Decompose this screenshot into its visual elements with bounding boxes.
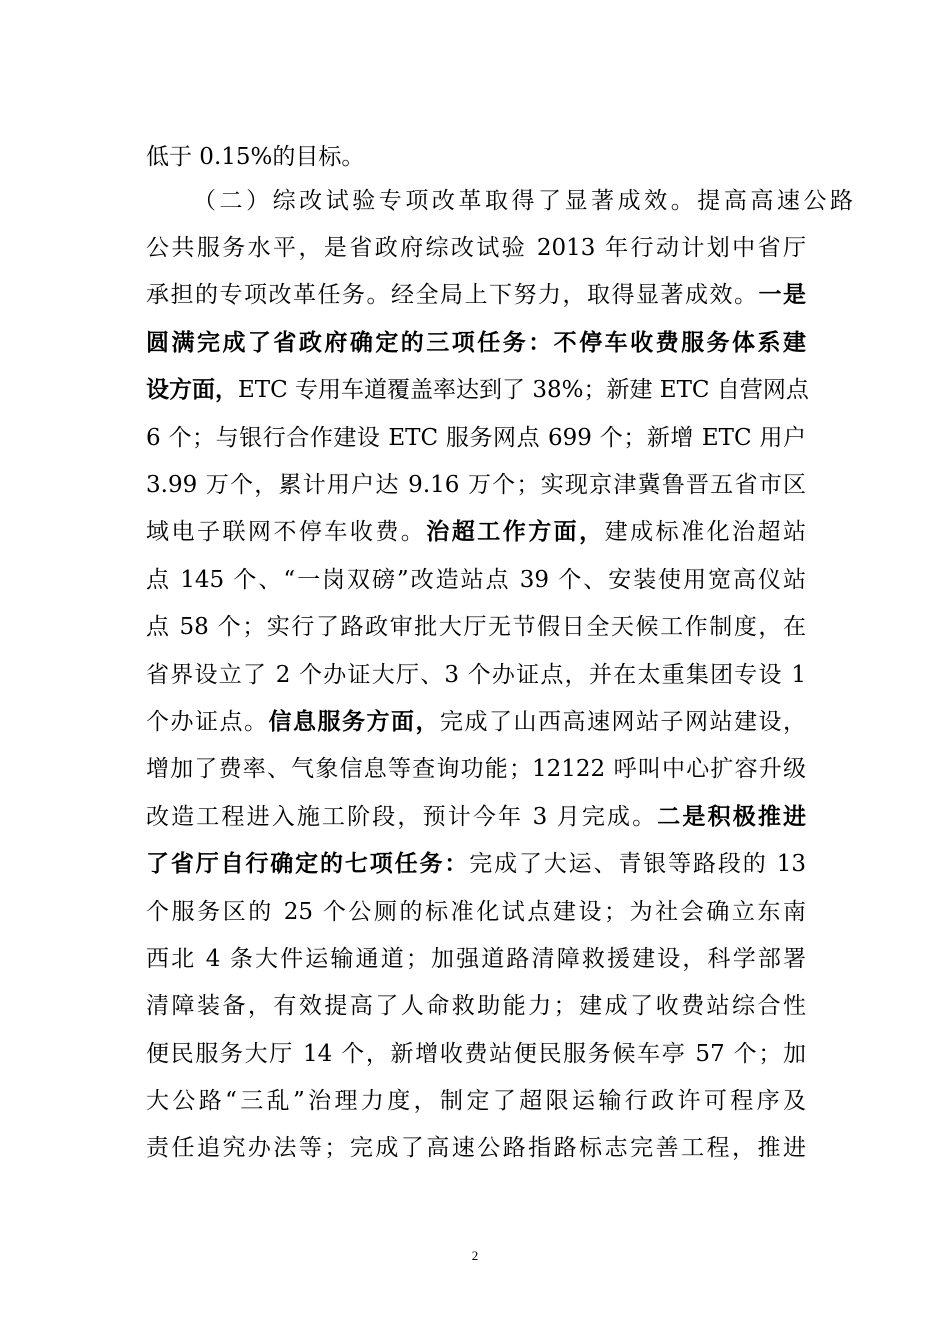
text-line	[146, 137, 364, 177]
text-segment: 省界设立了 2 个办证大厅、3 个办证点，并在太重集团专设 1	[146, 662, 806, 688]
text-line	[146, 844, 806, 884]
text-line	[146, 465, 806, 505]
text-line	[146, 797, 806, 837]
text-segment: （二）综改试验专项改革取得了显著成效。提高高速公路	[193, 188, 853, 214]
text-segment: 低于 0.15%的目标。	[146, 144, 365, 170]
text-segment: 增加了费率、气象信息等查询功能；12122 呼叫中心扩容升级	[146, 756, 806, 782]
text-segment: 点 58 个；实行了路政审批大厅无节假日全天候工作制度，在	[146, 614, 806, 640]
bold-text-segment: 了省厅自行确定的七项任务：	[146, 850, 470, 877]
text-segment: 建成标准化治超站	[604, 519, 807, 545]
text-line	[146, 749, 806, 789]
text-segment: 清障装备，有效提高了人命救助能力；建成了收费站综合性	[146, 993, 806, 1019]
text-segment: 西北 4 条大件运输通道；加强道路清障救援建设，科学部署	[146, 946, 806, 972]
text-segment: 公共服务水平，是省政府综改试验 2013 年行动计划中省厅	[146, 235, 806, 261]
text-line	[146, 939, 806, 979]
text-line	[146, 1081, 806, 1121]
bold-text-segment: 治超工作方面，	[426, 518, 605, 545]
text-segment: 个办证点。	[146, 709, 269, 735]
text-line	[146, 228, 806, 268]
text-line	[146, 892, 806, 932]
text-segment: 责任追究办法等；完成了高速公路指路标志完善工程，推进	[146, 1135, 806, 1161]
text-segment: ETC 专用车道覆盖率达到了 38%；新建 ETC 自营网点	[238, 377, 809, 403]
text-line	[193, 181, 853, 221]
text-segment: 便民服务大厅 14 个，新增收费站便民服务候车亭 57 个；加	[146, 1041, 806, 1067]
text-segment: 域电子联网不停车收费。	[146, 519, 427, 545]
text-segment: 3.99 万个，累计用户达 9.16 万个；实现京津冀鲁晋五省市区	[146, 472, 806, 498]
page-number: 2	[471, 1248, 479, 1263]
text-segment: 6 个；与银行合作建设 ETC 服务网点 699 个；新增 ETC 用户	[146, 425, 806, 451]
text-line	[146, 370, 809, 410]
bold-text-segment: 一是	[758, 281, 806, 308]
text-line	[146, 986, 806, 1026]
text-line	[146, 512, 806, 552]
text-line	[146, 418, 806, 458]
text-line	[146, 560, 806, 600]
text-segment: 个服务区的 25 个公厕的标准化试点建设；为社会确立东南	[146, 899, 806, 925]
text-segment: 改造工程进入施工阶段，预计今年 3 月完成。	[146, 804, 658, 830]
bold-text-segment: 二是积极推进	[657, 803, 806, 830]
text-line	[146, 1128, 806, 1168]
text-segment: 点 145 个、“一岗双磅”改造站点 39 个、安装使用宽高仪站	[146, 567, 806, 593]
text-segment: 承担的专项改革任务。经全局上下努力，取得显著成效。	[146, 282, 759, 308]
bold-text-segment: 设方面，	[146, 376, 238, 403]
text-line	[146, 1034, 806, 1074]
bold-text-segment: 信息服务方面，	[268, 708, 440, 735]
text-line	[146, 655, 806, 695]
text-line	[146, 275, 806, 315]
text-segment: 完成了山西高速网站子网站建设，	[440, 709, 806, 735]
text-line	[146, 323, 806, 363]
text-line	[146, 702, 806, 742]
text-segment: 大公路“三乱”治理力度，制定了超限运输行政许可程序及	[146, 1088, 806, 1114]
text-line	[146, 607, 806, 647]
text-segment: 完成了大运、青银等路段的 13	[469, 851, 807, 877]
bold-text-segment: 圆满完成了省政府确定的三项任务：不停车收费服务体系建	[146, 329, 806, 356]
